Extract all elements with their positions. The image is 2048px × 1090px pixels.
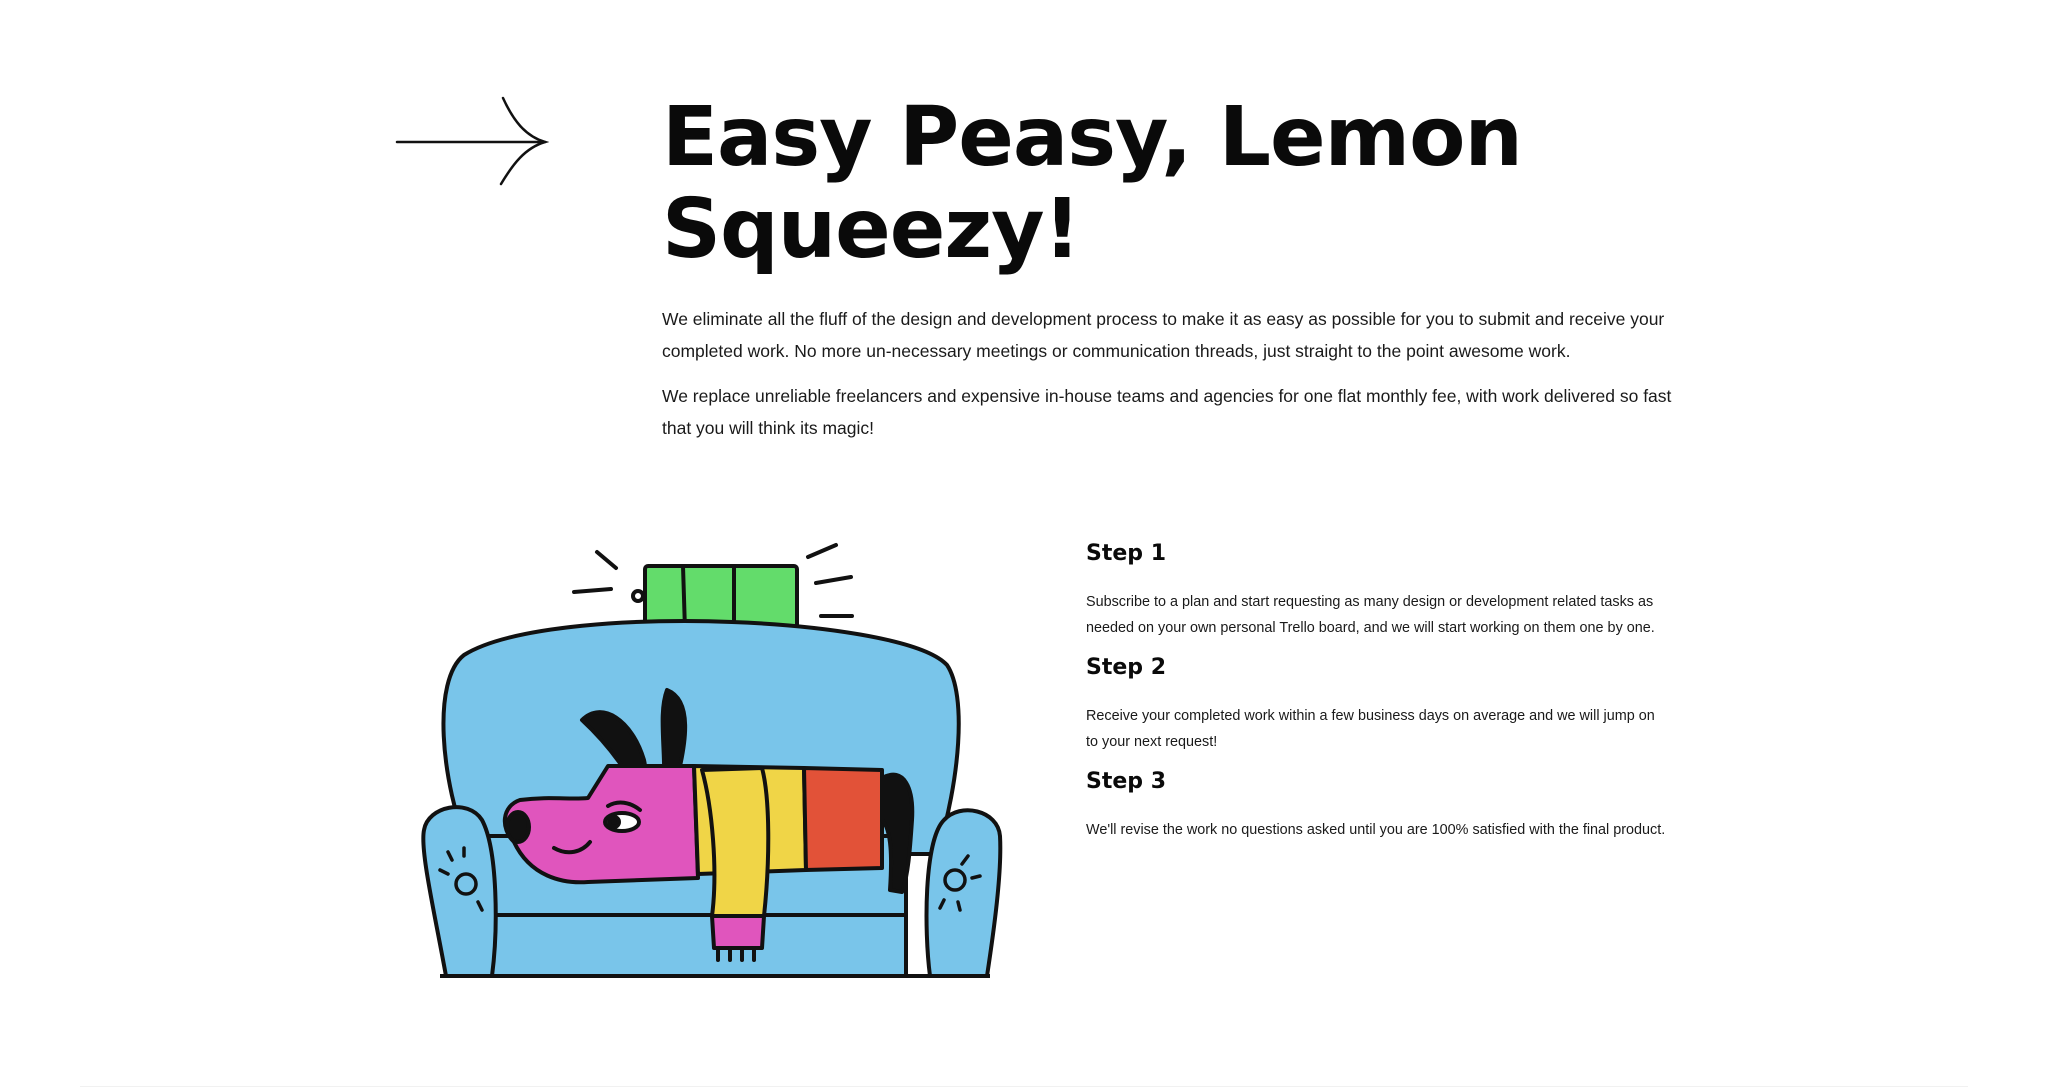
step-description: We'll revise the work no questions asked until you are 100% satisfied with the final product.	[1086, 821, 1666, 838]
step-title: Step 1	[1086, 541, 1166, 566]
step-description: Receive your completed work within a few business days on average and we will jump on to your next request!	[1086, 707, 1655, 751]
step-item	[1086, 766, 1666, 843]
step-item	[1086, 652, 1666, 756]
intro-text	[662, 304, 1672, 458]
intro-paragraph: We replace unreliable freelancers and expensive in-house teams and agencies for one flat monthly fee, with work delivered so fast that you will think its magic!	[662, 386, 1672, 438]
steps-list	[1086, 538, 1666, 853]
arrow-right-icon	[395, 96, 549, 186]
hero-title: Easy Peasy, Lemon Squeezy!	[662, 90, 1522, 277]
step-item	[1086, 538, 1666, 642]
intro-paragraph: We eliminate all the fluff of the design and development process to make it as easy as possible for you to submit and receive your completed work. No more un-necessary meetings or communication threads, just straight to the point awesome work.	[662, 309, 1665, 361]
step-title: Step 3	[1086, 768, 1166, 794]
dog-on-couch-illustration	[412, 530, 1012, 1015]
step-description: Subscribe to a plan and start requesting as many design or development related tasks as needed on your own personal Trello board, and we will start working on them one by one.	[1086, 594, 1655, 637]
step-title: Step 2	[1086, 654, 1166, 680]
section-divider	[80, 1086, 1968, 1087]
